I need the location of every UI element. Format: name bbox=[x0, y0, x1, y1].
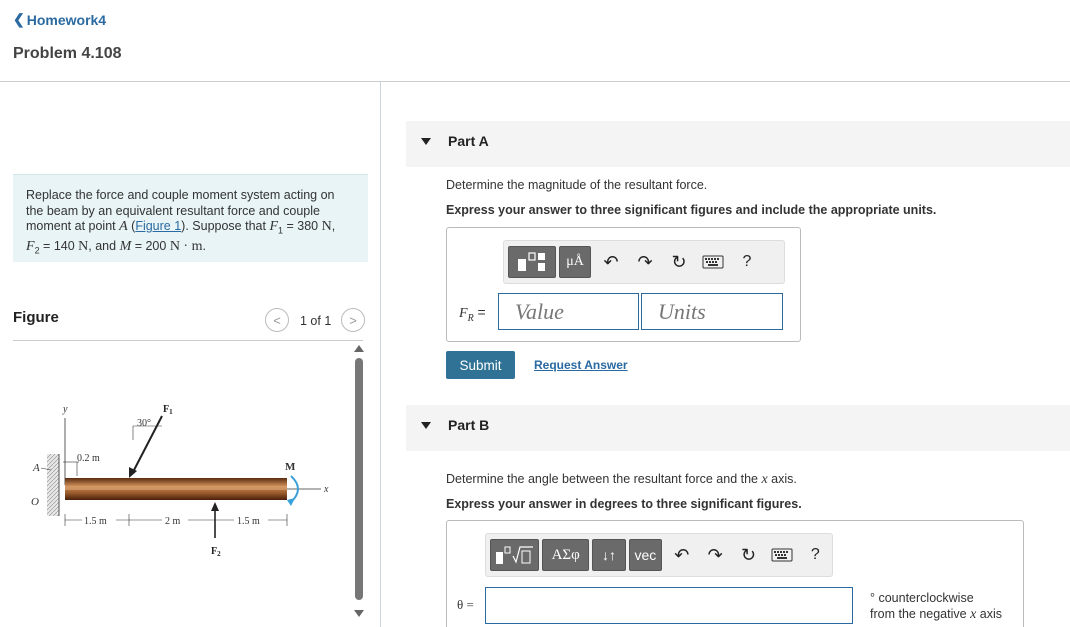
page-title: Problem 4.108 bbox=[13, 45, 122, 62]
figure-divider bbox=[13, 340, 363, 341]
templates-button[interactable] bbox=[508, 246, 556, 278]
header-divider bbox=[0, 81, 1070, 82]
dim-label-2: 2 m bbox=[165, 516, 181, 527]
problem-statement bbox=[13, 174, 368, 262]
m-symbol: M bbox=[119, 239, 132, 254]
beam-figure bbox=[25, 400, 345, 560]
figure-heading: Figure bbox=[13, 309, 59, 326]
back-link-label: Homework4 bbox=[26, 11, 107, 28]
moment-arrowhead bbox=[287, 498, 295, 506]
templates-button[interactable] bbox=[490, 539, 539, 571]
f1-subscript: 1 bbox=[278, 225, 284, 236]
scroll-down-arrow[interactable] bbox=[354, 610, 364, 617]
part-b-toolbar bbox=[485, 533, 833, 577]
dim-label-15b: 1.5 m bbox=[237, 516, 260, 527]
f1-value: = 380 bbox=[283, 219, 322, 233]
reset-icon[interactable]: ↻ bbox=[671, 251, 687, 272]
question-text: axis. bbox=[767, 472, 797, 486]
unit-note-line1: ° counterclockwise bbox=[870, 591, 974, 605]
angle-input[interactable] bbox=[485, 587, 853, 624]
problem-text: , bbox=[331, 219, 336, 233]
fr-label bbox=[459, 304, 486, 324]
chevron-right-icon: > bbox=[349, 312, 357, 328]
scroll-up-arrow[interactable] bbox=[354, 345, 364, 352]
reset-icon[interactable]: ↻ bbox=[741, 544, 757, 565]
undo-icon[interactable]: ↶ bbox=[674, 544, 690, 565]
x-axis-label: x bbox=[324, 484, 329, 495]
help-icon[interactable]: ? bbox=[810, 546, 820, 563]
problem-text: , and bbox=[88, 239, 120, 253]
problem-text: . bbox=[202, 239, 206, 253]
question-text: Determine the angle between the resultant force and the bbox=[446, 472, 762, 486]
force-f2-label: $F_2$ bbox=[211, 546, 221, 558]
help-icon[interactable]: ? bbox=[742, 253, 752, 270]
collapse-triangle-icon bbox=[421, 422, 431, 429]
part-a-instruction: Express your answer to three significant figures and include the appropriate units. bbox=[446, 203, 937, 217]
axis-symbol: x bbox=[970, 607, 977, 622]
f1-unit: N bbox=[321, 219, 332, 234]
part-b-header[interactable] bbox=[406, 405, 1070, 451]
collapse-triangle-icon bbox=[421, 138, 431, 145]
y-axis-label: y bbox=[63, 404, 68, 415]
figure-counter: 1 of 1 bbox=[300, 314, 332, 328]
part-a-header[interactable] bbox=[406, 121, 1070, 167]
templates-icon bbox=[517, 251, 547, 273]
moment-label: M bbox=[285, 461, 296, 473]
figure-scrollbar[interactable] bbox=[355, 358, 363, 600]
part-b-instruction: Express your answer in degrees to three significant figures. bbox=[446, 497, 802, 511]
redo-icon[interactable]: ↷ bbox=[637, 251, 653, 272]
force-f1-label: $F_1$ bbox=[163, 404, 173, 416]
part-a-answer-box bbox=[446, 227, 801, 342]
figure-prev-button[interactable] bbox=[265, 308, 289, 332]
f2-symbol: F bbox=[26, 239, 35, 254]
f2-subscript: 2 bbox=[34, 245, 40, 256]
part-a-toolbar bbox=[503, 240, 785, 284]
keyboard-icon[interactable] bbox=[765, 539, 798, 571]
point-a-label: A bbox=[33, 462, 40, 474]
theta-label: θ = bbox=[457, 597, 474, 612]
units-button[interactable]: μÅ bbox=[559, 246, 591, 278]
chevron-left-icon: ❮ bbox=[13, 11, 25, 27]
vector-button[interactable]: vec bbox=[629, 539, 662, 571]
submit-button[interactable]: Submit bbox=[446, 351, 515, 379]
undo-icon[interactable]: ↶ bbox=[603, 251, 619, 272]
greek-button[interactable]: ΑΣφ bbox=[542, 539, 589, 571]
angle-label: 30° bbox=[137, 418, 151, 429]
fr-equals: = bbox=[473, 304, 486, 320]
part-a-title: Part A bbox=[448, 133, 489, 149]
dim-label-15a: 1.5 m bbox=[84, 516, 107, 527]
unit-note-line2 bbox=[870, 606, 1002, 623]
f2-unit: N bbox=[78, 239, 89, 254]
unit-note-text: from the negative bbox=[870, 607, 971, 621]
axis-symbol: x bbox=[761, 472, 768, 487]
point-o-label: O bbox=[31, 496, 39, 508]
figure-link[interactable]: Figure 1 bbox=[135, 219, 182, 233]
m-unit: N · m bbox=[169, 239, 203, 254]
chevron-left-icon: < bbox=[273, 312, 281, 328]
wall-support bbox=[47, 454, 59, 516]
beam-highlight bbox=[65, 486, 287, 490]
fr-symbol: F bbox=[459, 306, 468, 321]
angle-unit-note bbox=[870, 590, 1002, 623]
panel-divider bbox=[380, 82, 381, 627]
force-f2-arrowhead bbox=[211, 502, 219, 511]
value-input[interactable]: Value bbox=[498, 293, 639, 330]
part-b-title: Part B bbox=[448, 417, 490, 433]
dim-02-label: 0.2 m bbox=[77, 453, 100, 464]
problem-text: Replace the force and couple moment system acting on the beam by an equivalent resultant force and couple moment at point bbox=[26, 188, 335, 233]
figure-next-button[interactable] bbox=[341, 308, 365, 332]
problem-text: ). Suppose that bbox=[181, 219, 270, 233]
request-answer-link[interactable]: Request Answer bbox=[534, 358, 628, 372]
fr-subscript: R bbox=[467, 312, 474, 324]
m-value: = 200 bbox=[131, 239, 170, 253]
redo-icon[interactable]: ↷ bbox=[707, 544, 723, 565]
part-b-question bbox=[446, 472, 797, 488]
arrows-button[interactable]: ↓↑ bbox=[592, 539, 625, 571]
unit-note-text: axis bbox=[976, 607, 1002, 621]
part-a-question: Determine the magnitude of the resultant force. bbox=[446, 178, 708, 192]
f2-value: = 140 bbox=[39, 239, 79, 253]
problem-text: ( bbox=[127, 219, 136, 233]
point-symbol: A bbox=[119, 219, 128, 234]
units-input[interactable]: Units bbox=[641, 293, 783, 330]
keyboard-icon[interactable] bbox=[696, 246, 730, 278]
back-link[interactable] bbox=[13, 11, 106, 28]
templates-icon bbox=[495, 544, 535, 566]
f1-symbol: F bbox=[269, 219, 278, 234]
